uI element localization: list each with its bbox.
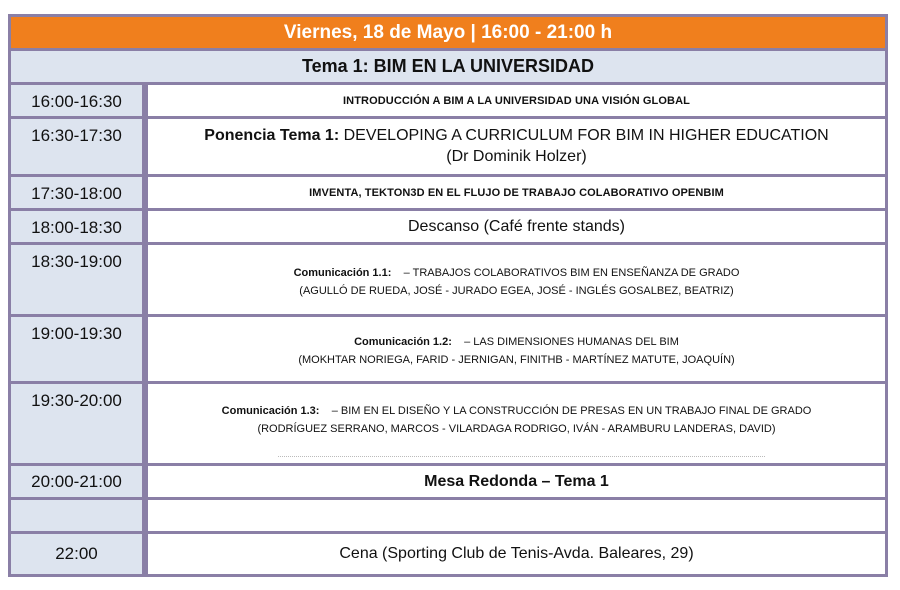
communication-label: Comunicación 1.1: [293,266,404,279]
session-title-text: DEVELOPING A CURRICULUM FOR BIM IN HIGHER EDUCATION [339,127,829,144]
table-row [11,119,885,174]
communication-title: – BIM EN EL DISEÑO Y LA CONSTRUCCIÓN DE PRESAS EN UN TRABAJO FINAL DE GRADO [331,404,812,417]
table-row [11,466,885,497]
session-title: Cena (Sporting Club de Tenis-Avda. Baleares, 29) [339,545,694,562]
communication-label: Comunicación 1.2: [354,336,465,348]
topic-header-text: Tema 1: BIM EN LA UNIVERSIDAD [301,56,595,76]
dotted-divider [278,456,765,457]
topic-header [11,51,885,82]
communication-authors: (AGULLÓ DE RUEDA, JOSÉ - JURADO EGEA, JOSÉ - INGLÉS GOSALBEZ, BEATRIZ) [299,284,734,297]
communication-label: Comunicación 1.3: [221,404,332,417]
session-title: IMVENTA, TEKTON3D EN EL FLUJO DE TRABAJO COLABORATIVO OPENBIM [309,186,724,199]
time-cell: 16:00-16:30 [11,85,142,116]
session-speaker: (Dr Dominik Holzer) [446,148,587,165]
session-title: Mesa Redonda – Tema 1 [424,472,609,490]
session-title: INTRODUCCIÓN A BIM A LA UNIVERSIDAD UNA VISIÓN GLOBAL [343,94,690,107]
time-cell: 17:30-18:00 [11,177,142,208]
communication-authors: (MOKHTAR NORIEGA, FARID - JERNIGAN, FINITHB - MARTÍNEZ MATUTE, JOAQUÍN) [298,354,735,366]
session-cell [148,384,885,463]
table-row [11,534,885,574]
table-row [11,211,885,242]
time-cell: 16:30-17:30 [11,119,142,174]
communication-title: – LAS DIMENSIONES HUMANAS DEL BIM [464,336,679,348]
time-cell: 22:00 [11,534,142,574]
table-row [11,384,885,463]
table-row [11,317,885,381]
day-header-text: Viernes, 18 de Mayo | 16:00 - 21:00 h [283,21,613,43]
time-cell: 19:30-20:00 [11,384,142,463]
day-header [11,17,885,48]
table-row [11,85,885,116]
time-cell: 18:00-18:30 [11,211,142,242]
session-cell [148,211,885,242]
session-cell [148,177,885,208]
session-title: Descanso (Café frente stands) [408,217,625,235]
session-cell [148,119,885,174]
time-cell: 18:30-19:00 [11,245,142,314]
time-cell: 20:00-21:00 [11,466,142,497]
table-row [11,245,885,314]
table-row-empty [11,500,885,531]
session-cell [148,534,885,574]
communication-title: – TRABAJOS COLABORATIVOS BIM EN ENSEÑANZA DE GRADO [403,266,740,279]
time-cell: 19:00-19:30 [11,317,142,381]
session-title-label: Ponencia Tema 1: [204,127,340,144]
communication-authors: (RODRÍGUEZ SERRANO, MARCOS - VILARDAGA RODRIGO, IVÁN - ARAMBURU LANDERAS, DAVID) [257,422,776,435]
session-cell [148,317,885,381]
session-cell [148,466,885,497]
session-title [204,127,828,145]
time-cell [11,500,142,531]
schedule-table [8,14,888,577]
table-row [11,177,885,208]
session-cell [148,85,885,116]
session-cell [148,245,885,314]
session-cell [148,500,885,531]
